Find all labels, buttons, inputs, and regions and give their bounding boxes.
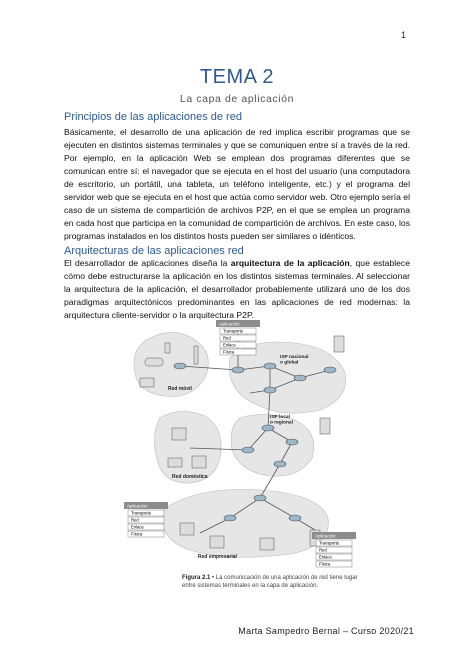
stack-right-layer: Transporte	[319, 540, 340, 546]
figure-caption-text: La comunicación de una aplicación de red tiene lugar entre sistemas terminales en la capa de aplicación.	[182, 575, 358, 589]
stack-left-layer: Red	[131, 517, 139, 523]
laptop-device	[140, 378, 154, 387]
stack-left-layer: Física	[131, 531, 143, 537]
router	[254, 495, 266, 501]
stack-top-layer: Enlace	[223, 342, 236, 348]
pc-device	[172, 428, 186, 440]
document-subtitle: La capa de aplicación	[179, 93, 295, 105]
stack-right-layer: Aplicación	[315, 533, 336, 539]
router	[286, 439, 298, 445]
router	[264, 363, 276, 369]
figure-caption-label: Figura 2.1	[182, 575, 211, 581]
router	[174, 363, 186, 369]
pc-device	[192, 456, 206, 468]
paragraph-bold-term: arquitectura de la aplicación	[230, 258, 350, 268]
stack-top-layer: Física	[223, 349, 235, 355]
stack-left-layer: Aplicación	[127, 503, 148, 509]
label-isp-local: ISP local o regional	[270, 415, 293, 426]
paragraph-text-start: El desarrollador de aplicaciones diseña la	[64, 258, 231, 268]
router	[289, 515, 301, 521]
router	[264, 387, 276, 393]
router	[242, 447, 254, 453]
section-heading-principios: Principios de las aplicaciones de red	[64, 111, 242, 123]
page-footer: Marta Sampedro Bernal – Curso 2020/21	[238, 626, 414, 636]
paragraph-text-end: , que establece cómo debe estructurarse la aplicación en los distintos sistemas terminales. Al seleccionar la arquitectura de la aplicación, el desarrollador probablemente utilizará uno de los dos paradigmas arquitectónicos predominantes en las aplicaciones de red modernas: la arquitectura cliente-servidor o la arquitectura P2P.	[64, 258, 410, 320]
stack-right-layer: Física	[319, 561, 331, 567]
protocol-stack-right	[312, 532, 356, 567]
figure-caption-bullet: •	[212, 575, 216, 581]
label-isp-nacional: ISP nacional o global	[280, 355, 309, 366]
stack-right-layer: Enlace	[319, 554, 332, 560]
label-red-movil: Red móvil	[168, 386, 192, 392]
document-title: TEMA 2	[199, 66, 275, 88]
stack-right-layer: Red	[319, 547, 327, 553]
home-network-region	[154, 411, 221, 483]
protocol-stack-left	[124, 502, 168, 537]
network-figure	[120, 318, 360, 570]
router	[224, 515, 236, 521]
car-device	[145, 358, 163, 366]
network-diagram	[120, 318, 360, 570]
router	[274, 461, 286, 467]
figure-caption	[182, 574, 362, 590]
protocol-stack-top	[216, 320, 260, 355]
section-heading-arquitecturas: Arquitecturas de las aplicaciones red	[64, 245, 244, 257]
server-device	[334, 336, 344, 352]
section-paragraph-arquitecturas	[64, 257, 410, 322]
server-device	[320, 418, 330, 434]
phone-device	[165, 343, 170, 353]
pc-device	[180, 523, 194, 535]
pc-device	[260, 538, 274, 550]
stack-top-layer: Aplicación	[219, 321, 240, 327]
pc-device	[210, 536, 224, 548]
router	[262, 425, 274, 431]
router	[294, 375, 306, 381]
tower-device	[194, 346, 198, 364]
page-number: 1	[400, 30, 406, 40]
stack-left-layer: Enlace	[131, 524, 144, 530]
laptop-device	[168, 458, 182, 467]
section-paragraph-principios: Básicamente, el desarrollo de una aplicación de red implica escribir programas que se ejecuten en distintos sistemas terminales y que se comuniquen entre sí a través de la red. Por ejemplo, en la aplicación Web se emplean dos programas diferentes que se comunican entre sí: el navegador que se ejecuta en el host del usuario (una computadora de escritorio, un portátil, una tableta, un teléfono inteligente, etc.) y el programa del servidor web que se ejecuta en el host que actúa como servidor web. Otro ejemplo sería el caso de un sistema de compartición de archivos P2P, en el que se emplea un programa en cada host que participa en la comunidad de compartición de archivos. En este caso, los programas instalados en los distintos hosts pueden ser similares o idénticos.	[64, 127, 410, 241]
stack-left-layer: Transporte	[131, 510, 152, 516]
stack-top-layer: Transporte	[223, 328, 244, 334]
label-red-domestica: Red doméstica	[172, 474, 208, 480]
label-red-empresarial: Red empresarial	[198, 554, 237, 560]
router	[324, 367, 336, 373]
router	[232, 367, 244, 373]
stack-top-layer: Red	[223, 335, 231, 341]
